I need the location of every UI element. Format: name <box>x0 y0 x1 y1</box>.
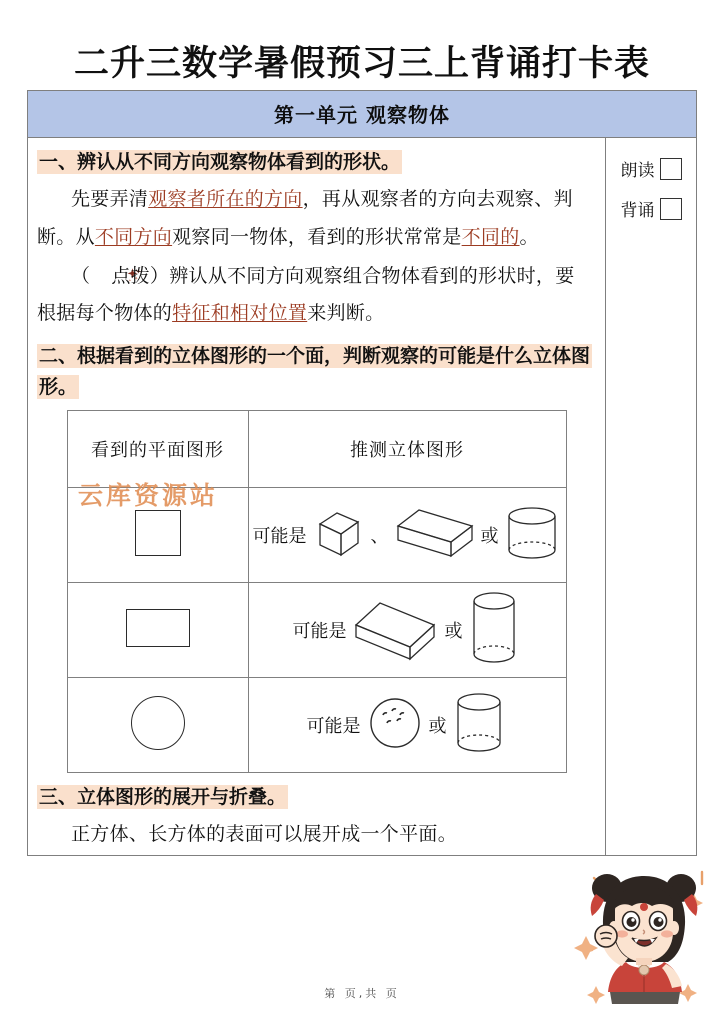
solid-shape-cell-1 <box>248 488 566 583</box>
section-1-tip-paragraph <box>37 258 593 332</box>
section-3-heading-row <box>37 782 597 813</box>
para1-emphasis-3: 不同的 <box>461 225 520 248</box>
para1-text-a: 先要弄清 <box>71 187 149 210</box>
shape-reference-table <box>67 410 567 773</box>
watermark-text: 云库资源站 <box>78 481 219 510</box>
recite-checkbox[interactable] <box>660 198 682 220</box>
cuboid-icon <box>392 504 478 567</box>
cuboid-icon <box>350 595 442 666</box>
table-header-row <box>67 411 566 488</box>
column-header-flat: 看到的平面图形 <box>67 411 248 488</box>
section-1-paragraph <box>37 180 593 256</box>
flat-shape-cell-circle <box>67 678 248 773</box>
column-header-solid: 推测立体图形 <box>248 411 566 488</box>
tip-label: 点拨 <box>111 264 150 287</box>
row3-separator: 或 <box>428 716 447 738</box>
sparkle-icon <box>92 260 109 277</box>
tip-close-paren: ） <box>149 264 170 287</box>
para1-text-d: 。 <box>519 225 539 248</box>
page-title: 二升三数学暑假预习三上背诵打卡表 <box>73 43 650 84</box>
flat-shape-cell-rectangle <box>67 583 248 678</box>
tip-open-paren: （ <box>71 264 91 287</box>
tip-text-a: 辨认从不同方向观察组合物体看到的形状时，要根据每个物体的 <box>37 264 575 324</box>
section-3-heading: 三、立体图形的展开与折叠。 <box>39 786 287 809</box>
read-aloud-label: 朗读 <box>620 161 655 181</box>
section-1-heading-row <box>37 147 597 178</box>
cylinder-icon <box>502 502 562 569</box>
worksheet-table <box>27 90 697 856</box>
section-2-heading-row <box>37 341 597 403</box>
read-aloud-checkbox[interactable] <box>660 158 682 180</box>
row1-separator-2: 或 <box>480 526 499 548</box>
para1-text-b: ，再从观察者的方向去观察、判断。从 <box>37 187 573 248</box>
para1-emphasis-2: 不同方向 <box>94 225 173 248</box>
row3-prefix-label: 可能是 <box>306 716 361 738</box>
page-footer: 第 页,共 页 <box>324 987 400 1000</box>
content-column <box>28 138 605 855</box>
row1-separator-1: 、 <box>370 526 389 548</box>
section-3-paragraph: 正方体、长方体的表面可以展开成一个平面。 <box>71 823 458 846</box>
section-2-heading: 二、根据看到的立体图形的一个面，判断观察的可能是什么立体图形。 <box>39 344 591 398</box>
para1-text-c: 观察同一物体，看到的形状常常是 <box>172 225 462 248</box>
cube-icon <box>310 504 368 567</box>
read-aloud-checkbox-row[interactable] <box>621 156 682 181</box>
cylinder-tall-icon <box>466 588 522 673</box>
worksheet-body <box>28 138 696 855</box>
unit-band: 第一单元 观察物体 <box>28 91 696 138</box>
table-row <box>67 488 566 583</box>
para1-emphasis-1: 观察者所在的方向 <box>148 187 303 210</box>
tip-emphasis: 特征和相对位置 <box>172 301 308 324</box>
row2-separator: 或 <box>444 621 463 643</box>
square-shape-icon <box>135 510 181 556</box>
sphere-icon <box>364 692 426 759</box>
row1-prefix-label: 可能是 <box>252 526 307 548</box>
tip-text-b: 来判断。 <box>307 301 385 324</box>
flat-shape-cell-square <box>67 488 248 583</box>
recite-checkbox-row[interactable] <box>621 196 682 221</box>
table-row <box>67 583 566 678</box>
section-1-heading: 一、辨认从不同方向观察物体看到的形状。 <box>39 151 401 173</box>
circle-shape-icon <box>131 696 185 750</box>
row2-prefix-label: 可能是 <box>292 621 347 643</box>
rectangle-shape-icon <box>126 609 190 647</box>
cylinder-icon <box>450 689 508 762</box>
solid-shape-cell-2 <box>248 583 566 678</box>
solid-shape-cell-3 <box>248 678 566 773</box>
recite-label: 背诵 <box>620 201 655 221</box>
table-row <box>67 678 566 773</box>
checkbox-column <box>605 138 696 855</box>
